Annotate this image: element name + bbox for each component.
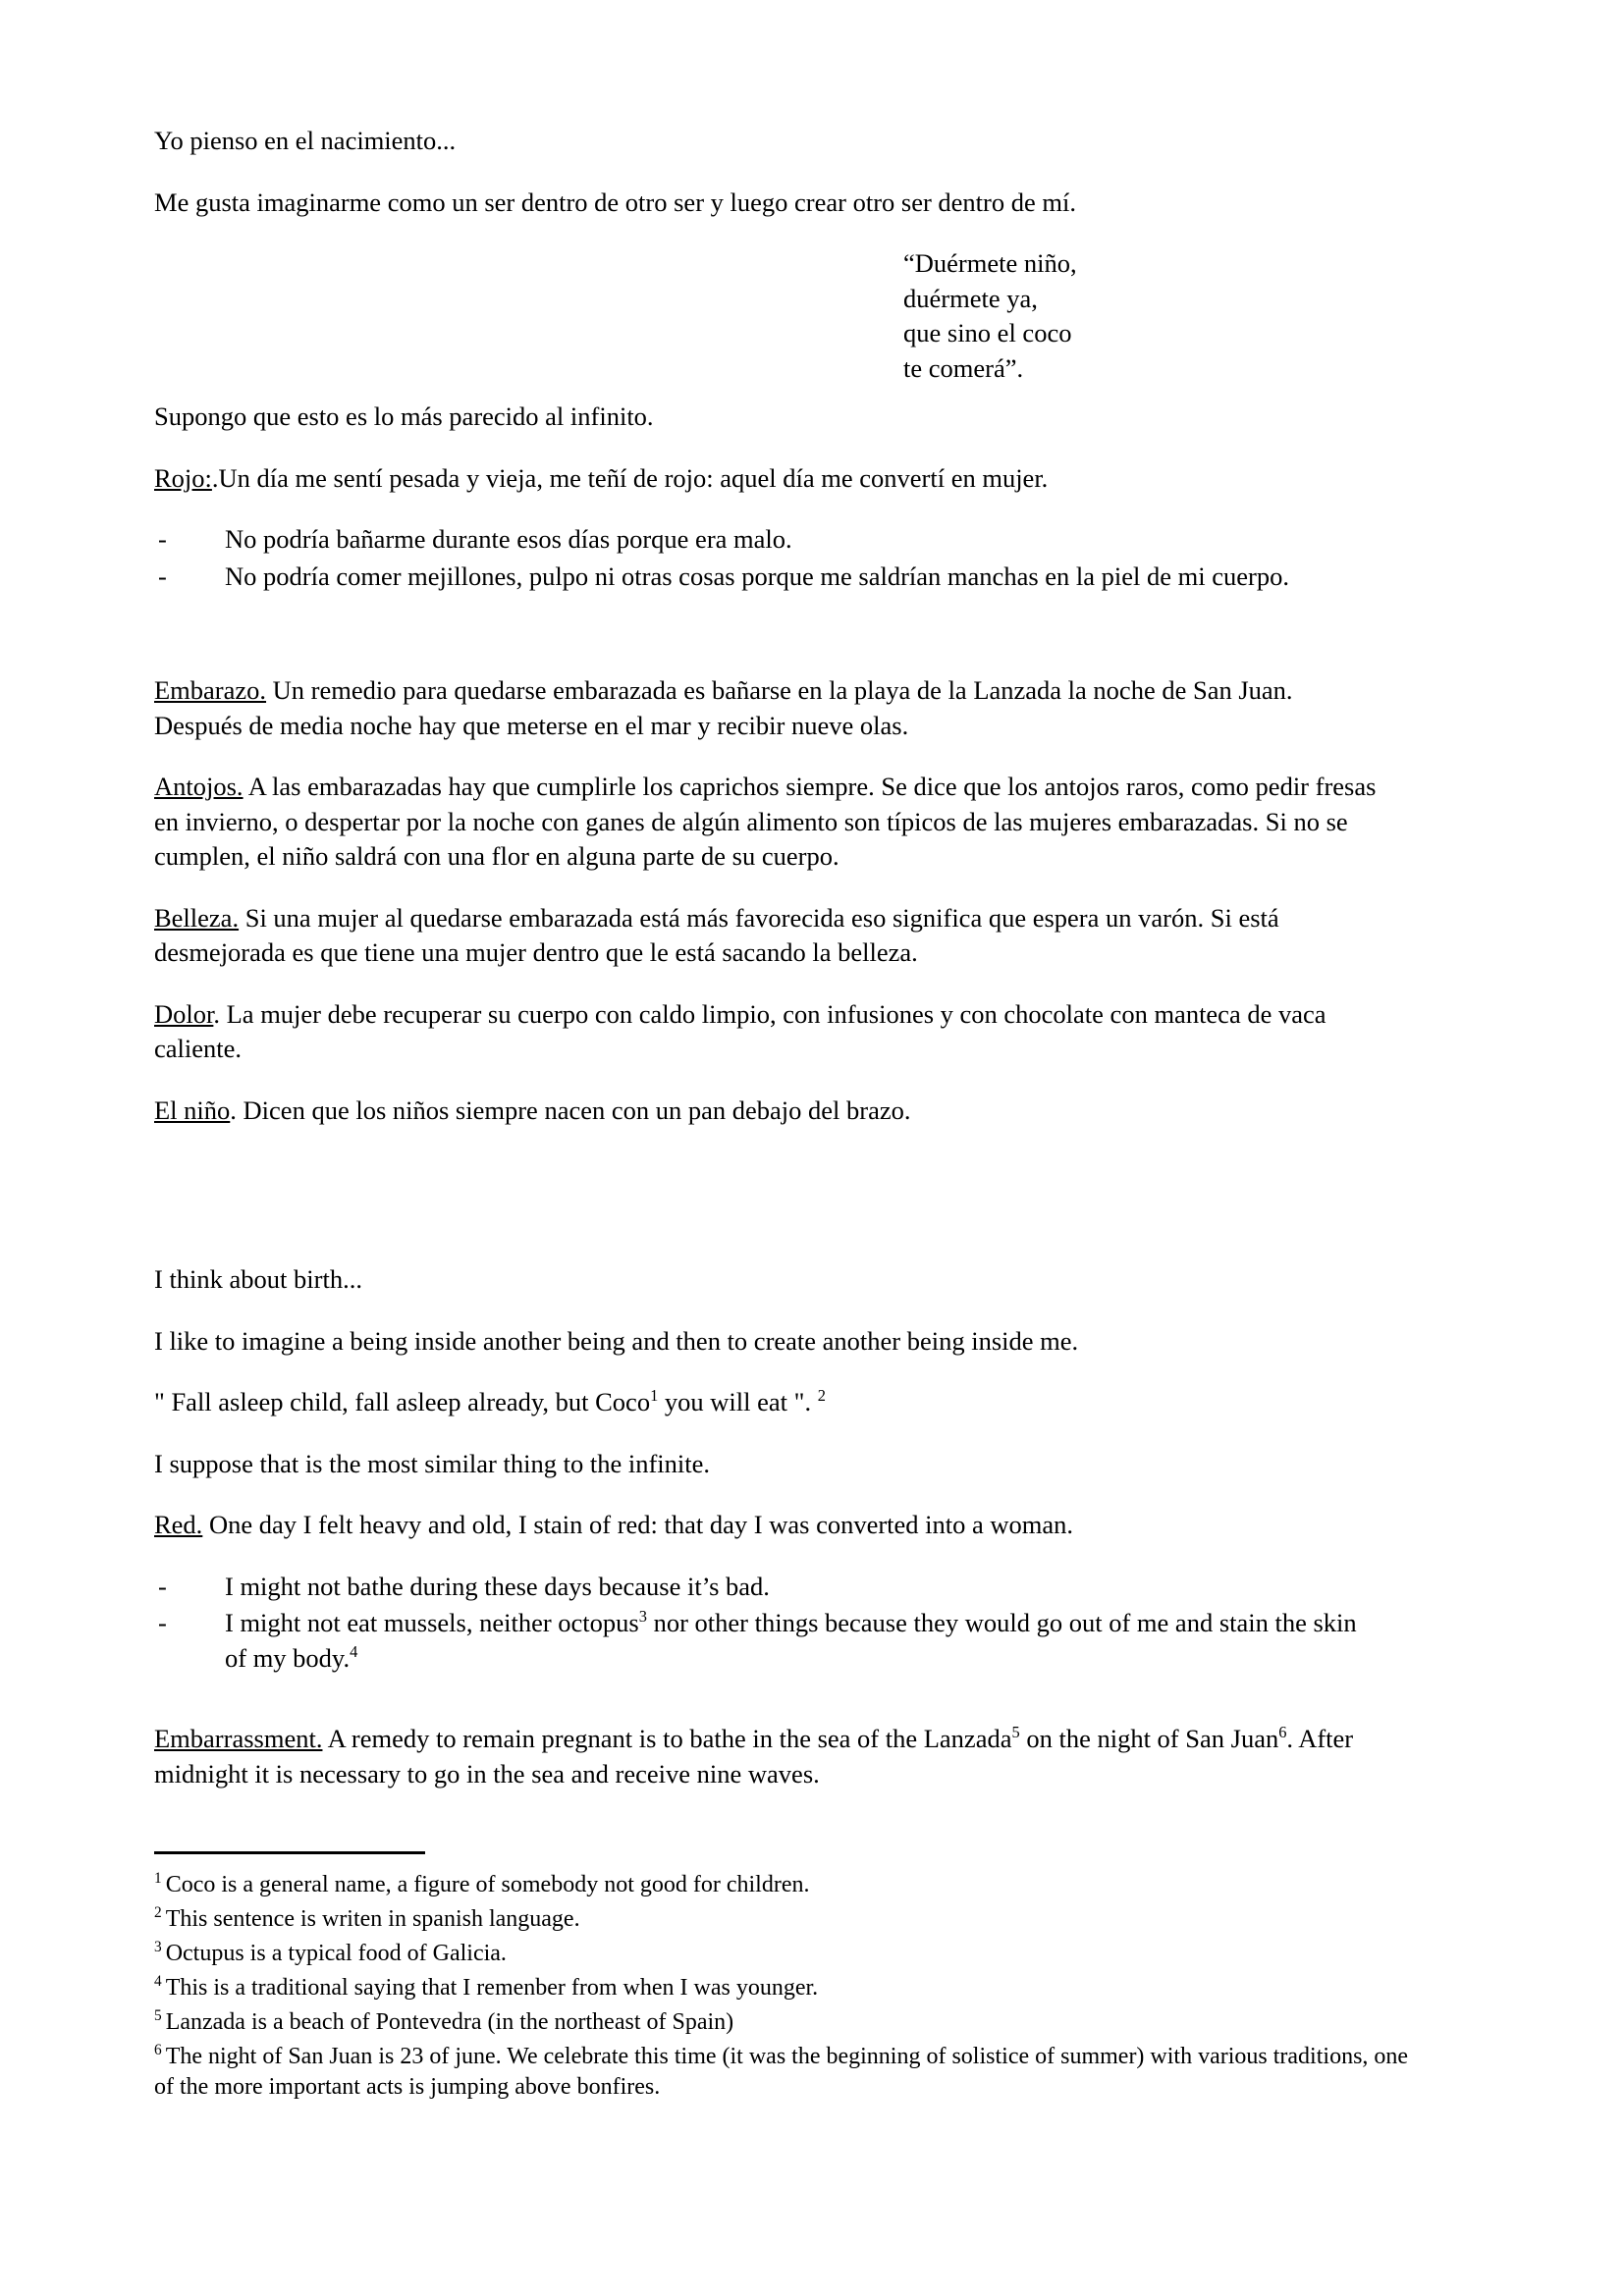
list-item <box>154 1606 1381 1676</box>
footnote-separator-rule <box>154 1851 425 1854</box>
footnote-marker-6: 6 <box>154 2041 162 2058</box>
footnote-marker-2: 2 <box>154 1903 162 1921</box>
paragraph-spanish-belleza <box>154 901 1381 971</box>
body-embarrassment-part2: on the night of San Juan <box>1019 1724 1279 1753</box>
heading-antojos: Antojos. <box>154 772 244 801</box>
footnote-text: Coco is a general name, a figure of somebody not good for children. <box>165 1872 810 1897</box>
footnote-item <box>154 1939 1431 1970</box>
lullaby-line-3: que sino el coco <box>903 318 1072 347</box>
heading-red: Red. <box>154 1510 203 1539</box>
paragraph-english-red <box>154 1508 1381 1543</box>
list-item <box>154 1570 1381 1605</box>
body-red: One day I felt heavy and old, I stain of red: that day I was converted into a woman. <box>202 1510 1074 1539</box>
lullaby-line-4: te comerá”. <box>903 352 1024 383</box>
footnote-item <box>154 2007 1431 2039</box>
document-body <box>154 124 1381 1818</box>
paragraph-spanish-el-nino <box>154 1094 1381 1129</box>
footnote-ref-6[interactable]: 6 <box>1278 1723 1287 1742</box>
footnote-marker-5: 5 <box>154 2006 162 2024</box>
section-spacer <box>154 620 1381 673</box>
footnote-text: This sentence is writen in spanish language. <box>165 1905 580 1932</box>
footnote-text: Lanzada is a beach of Pontevedra (in the northeast of Spain) <box>165 2008 734 2035</box>
lullaby-english-before: " Fall asleep child, fall asleep already, but Coco <box>154 1387 651 1416</box>
footnote-ref-1[interactable]: 1 <box>650 1386 659 1406</box>
footnote-marker-1: 1 <box>154 1870 162 1887</box>
footnote-marker-4: 4 <box>154 1972 162 1990</box>
footnote-text: The night of San Juan is 23 of june. We celebrate this time (it was the beginning of solistice of summer) with various traditions, one of the more important acts is jumping above bonfires. <box>154 2043 1409 2101</box>
heading-embarrassment: Embarrassment. <box>154 1724 323 1753</box>
list-english-red <box>154 1570 1381 1677</box>
paragraph-english-intro: I think about birth... <box>154 1264 362 1294</box>
lullaby-quote-spanish <box>154 246 1381 386</box>
footnote-ref-4[interactable]: 4 <box>350 1641 358 1661</box>
footnote-item <box>154 2042 1431 2105</box>
dash-bullet-marker: - <box>158 524 167 554</box>
footnote-section <box>154 1851 1431 2107</box>
body-dolor: . La mujer debe recuperar su cuerpo con caldo limpio, con infusiones y con chocolate con manteca de vaca caliente. <box>154 998 1326 1063</box>
dash-bullet-marker: - <box>158 1608 167 1637</box>
dash-bullet-marker: - <box>158 1571 167 1601</box>
body-embarazo: Un remedio para quedarse embarazada es bañarse en la playa de la Lanzada la noche de San Juan. Después de media noche hay que meterse en el mar y recibir nueve olas. <box>154 675 1293 740</box>
heading-rojo: Rojo: <box>154 462 212 493</box>
body-embarrassment-part3: . After midnight it is necessary to go in the sea and receive nine waves. <box>154 1724 1354 1789</box>
dash-bullet-marker: - <box>158 561 167 591</box>
list-item-text: I might not bathe during these days because it’s bad. <box>225 1571 770 1601</box>
paragraph-english-infinite: I suppose that is the most similar thing to the infinite. <box>154 1448 711 1478</box>
footnote-text: Octupus is a typical food of Galicia. <box>165 1940 507 1966</box>
body-embarrassment-part1: A remedy to remain pregnant is to bathe in the sea of the Lanzada <box>322 1724 1012 1753</box>
body-el-nino: . Dicen que los niños siempre nacen con un pan debajo del brazo. <box>230 1095 911 1125</box>
paragraph-spanish-embarazo <box>154 673 1381 743</box>
list-item-text: No podría comer mejillones, pulpo ni otras cosas porque me saldrían manchas en la piel de mi cuerpo. <box>225 561 1289 591</box>
paragraph-english-imagine: I like to imagine a being inside another being and then to create another being inside me. <box>154 1325 1079 1356</box>
section-spacer <box>154 1702 1381 1722</box>
body-belleza: Si una mujer al quedarse embarazada está más favorecida eso significa que espera un varón. Si está desmejorada es que tiene una mujer dentro que le está sacando la belleza. <box>154 902 1279 967</box>
body-antojos: A las embarazadas hay que cumplirle los caprichos siempre. Se dice que los antojos raros, como pedir fresas en invierno, o despertar por la noche con ganes de algún alimento son típicos de las mujeres embarazadas. Si no se cumplen, el niño saldrá con una flor en alguna parte de su cuerpo. <box>154 772 1377 871</box>
paragraph-spanish-intro: Yo pienso en el nacimiento... <box>154 126 457 155</box>
footnote-ref-5[interactable]: 5 <box>1011 1723 1020 1742</box>
body-rojo: .Un día me sentí pesada y vieja, me teñí de rojo: aquel día me convertí en mujer. <box>211 462 1049 493</box>
heading-dolor: Dolor <box>154 998 214 1029</box>
list-spanish-rojo <box>154 522 1381 594</box>
list-item-text-before: I might not eat mussels, neither octopus <box>225 1608 639 1637</box>
paragraph-english-lullaby <box>154 1385 1381 1420</box>
lullaby-line-1: “Duérmete niño, <box>903 248 1077 278</box>
paragraph-spanish-dolor <box>154 997 1381 1067</box>
footnote-item <box>154 1904 1431 1936</box>
footnote-item <box>154 1973 1431 2004</box>
heading-embarazo: Embarazo. <box>154 675 267 705</box>
language-section-spacer <box>154 1154 1381 1262</box>
list-item-text-middle: nor other things because they would go out of me and stain the skin of my body. <box>225 1608 1357 1673</box>
footnote-marker-3: 3 <box>154 1938 162 1955</box>
list-item <box>154 560 1381 595</box>
paragraph-spanish-antojos <box>154 770 1381 875</box>
paragraph-english-embarrassment <box>154 1722 1381 1791</box>
lullaby-english-middle: you will eat ". <box>658 1387 818 1416</box>
list-item-text: No podría bañarme durante esos días porque era malo. <box>225 524 792 554</box>
paragraph-spanish-imagine: Me gusta imaginarme como un ser dentro de otro ser y luego crear otro ser dentro de mí. <box>154 187 1076 217</box>
list-item <box>154 522 1381 558</box>
footnote-ref-3[interactable]: 3 <box>638 1607 647 1627</box>
paragraph-spanish-rojo <box>154 461 1381 497</box>
lullaby-line-2: duérmete ya, <box>903 283 1038 313</box>
footnote-ref-2[interactable]: 2 <box>817 1386 826 1406</box>
paragraph-spanish-infinite: Supongo que esto es lo más parecido al infinito. <box>154 401 654 431</box>
heading-el-nino: El niño <box>154 1095 231 1125</box>
heading-belleza: Belleza. <box>154 902 240 933</box>
footnote-item <box>154 1870 1431 1901</box>
footnote-text: This is a traditional saying that I remenber from when I was younger. <box>165 1974 819 2001</box>
